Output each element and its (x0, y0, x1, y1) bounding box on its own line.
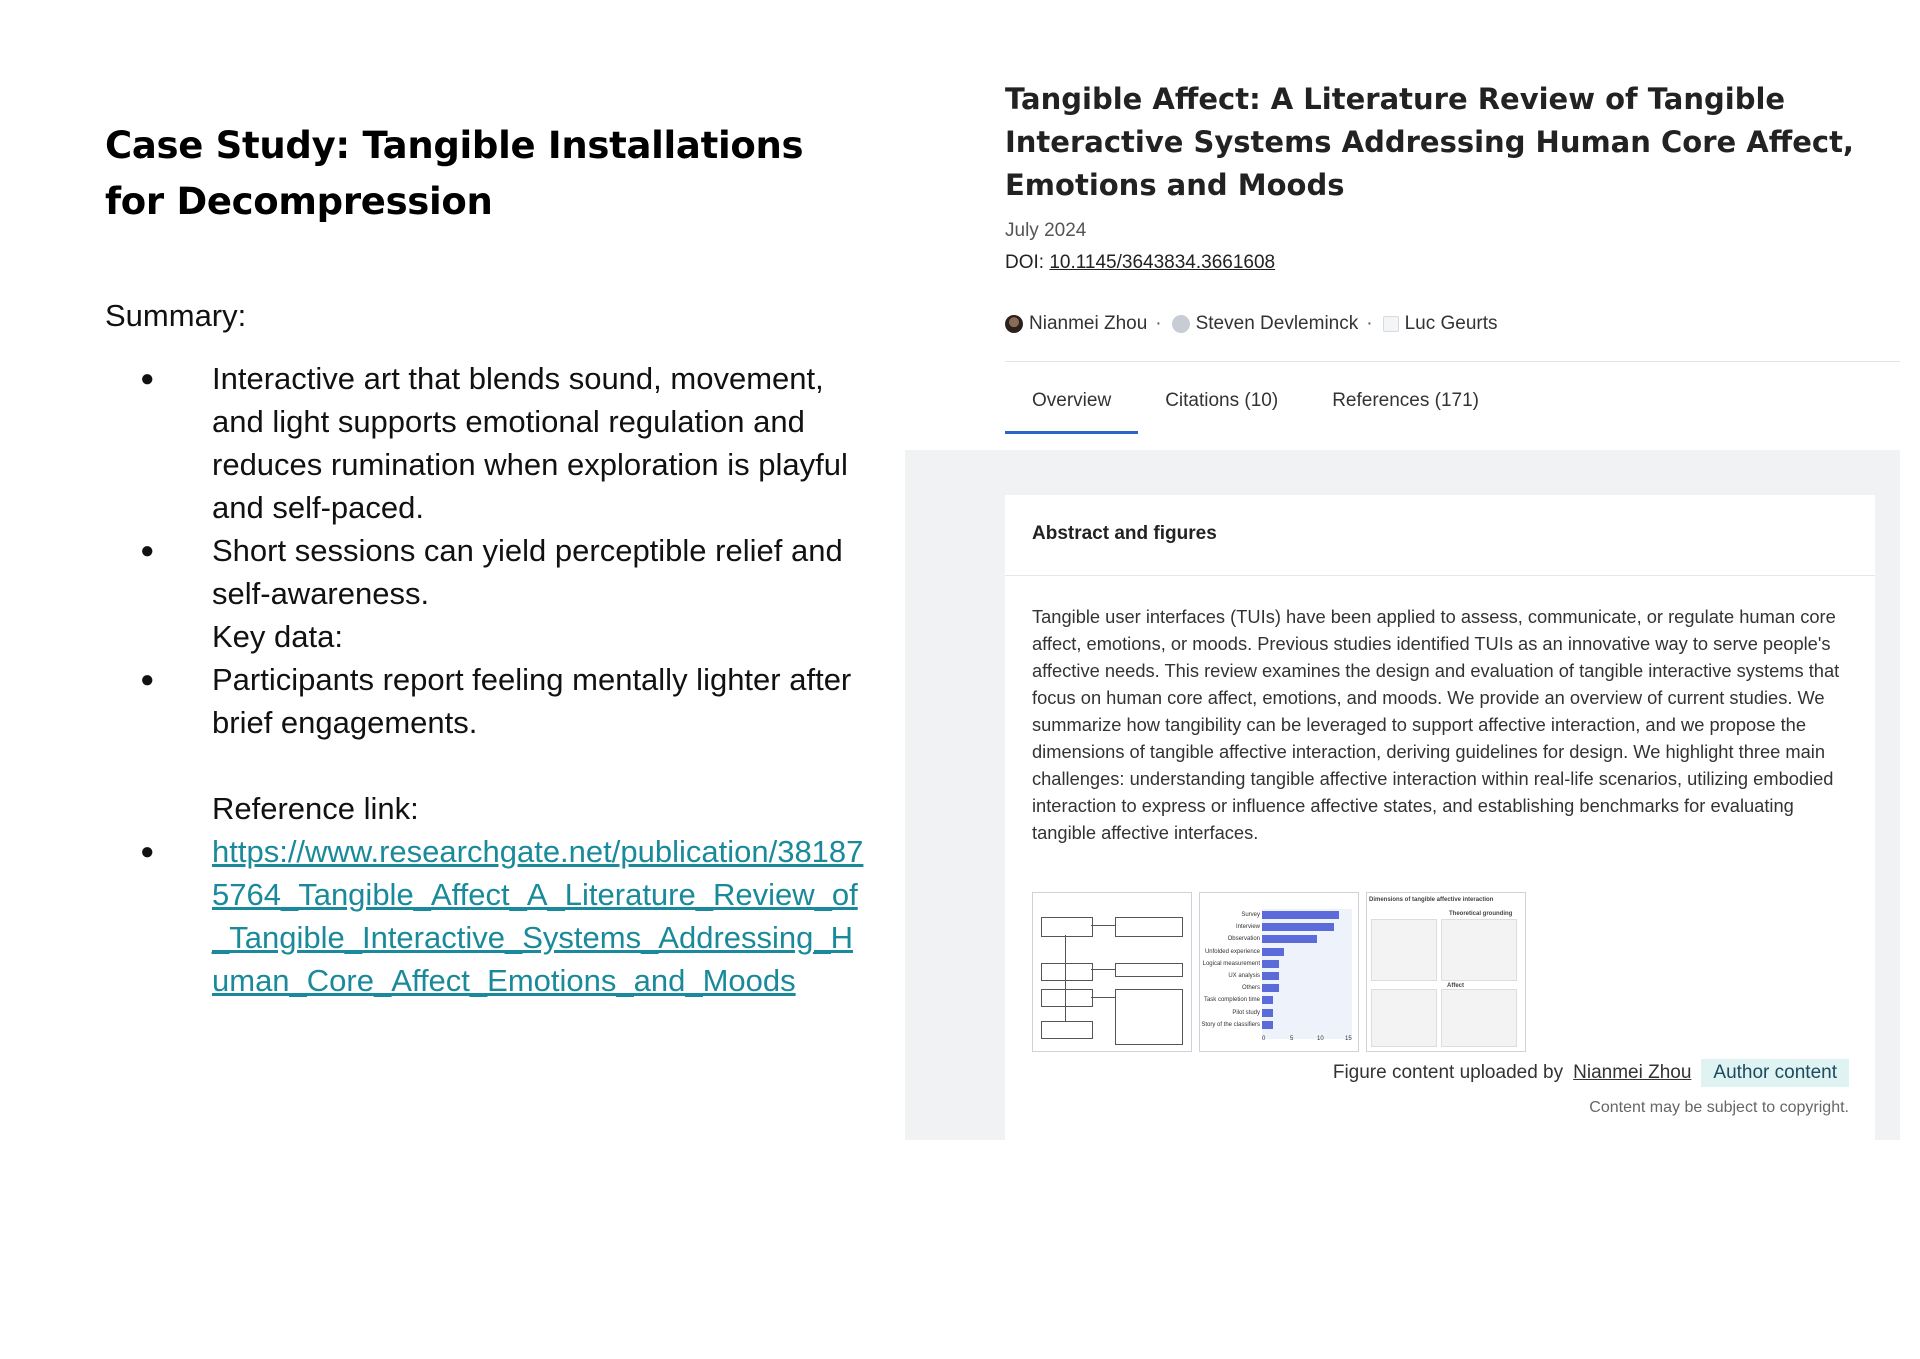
reference-list (105, 830, 865, 1002)
author-link[interactable]: Nianmei Zhou (1029, 313, 1148, 334)
figure-thumbnail-flowchart[interactable] (1032, 892, 1192, 1052)
list-item: ● Interactive art that blends sound, movement, and light supports emotional regulation and reduces rumination when exploration is playful and self-paced. (105, 357, 865, 529)
abstract-card (1005, 495, 1875, 1140)
publication-doi: DOI: 10.1145/3643834.3661608 (1005, 252, 1276, 273)
card-header (1005, 495, 1875, 576)
tab-overview[interactable]: Overview (1005, 370, 1138, 432)
chart-bar-label: Logical measurement (1202, 960, 1260, 967)
figure-thumbnails (1032, 892, 1526, 1052)
chart-bar-label: Task completion time (1203, 997, 1260, 1004)
chart-bar (1262, 1009, 1273, 1017)
bullet-icon: ● (140, 666, 155, 693)
chart-bar (1262, 1021, 1273, 1029)
figure-thumbnail-dimensions[interactable]: Dimensions of tangible affective interaction Theoretical grounding Affect (1366, 892, 1526, 1052)
summary-label: Summary: (105, 298, 247, 333)
document-title: Case Study: Tangible Installations for Decompression (105, 124, 804, 223)
bullet-icon: ● (140, 838, 155, 865)
author-link[interactable]: Steven Devleminck (1195, 313, 1359, 334)
summary-list (105, 357, 865, 615)
doi-link[interactable]: 10.1145/3643834.3661608 (1049, 252, 1276, 273)
tab-bar (1005, 370, 1506, 432)
tab-citations[interactable]: Citations (10) (1165, 390, 1279, 411)
uploader-link[interactable]: Nianmei Zhou (1573, 1062, 1692, 1083)
document-column (105, 118, 865, 1002)
key-data-list (105, 658, 865, 744)
chart-bar-label: Unfolded experience (1204, 948, 1260, 955)
publication-title: Tangible Affect: A Literature Review of Tangible Interactive Systems Addressing Human Core Affect, Emotions and Moods (1005, 82, 1854, 202)
publication-date: July 2024 (1005, 220, 1087, 241)
author-link[interactable]: Luc Geurts (1404, 313, 1498, 334)
bullet-icon: ● (140, 365, 155, 392)
avatar (1172, 315, 1190, 333)
divider (1005, 361, 1900, 362)
chart-bar (1262, 972, 1279, 980)
chart-bar (1262, 935, 1317, 943)
list-item: ● Short sessions can yield perceptible relief and self-awareness. (105, 529, 865, 615)
chart-bar (1262, 911, 1339, 919)
chart-bar-label: Survey (1241, 912, 1260, 918)
chart-bar-label: Others (1241, 985, 1260, 992)
chart-bar (1262, 984, 1279, 992)
tab-references[interactable]: References (171) (1332, 390, 1479, 411)
figure-thumbnail-bar-chart[interactable]: Survey Interview Observation Unfolded experience Logical measurement UX analysis Others Task completion time Pilot study Story of the classifiers 0 5 10 15 (1199, 892, 1359, 1052)
chart-bar (1262, 923, 1334, 931)
chart-bar-label: Interview (1235, 924, 1260, 931)
reference-link[interactable]: https://www.researchgate.net/publication/381875764_Tangible_Affect_A_Literature_Review_of_Tangible_Interactive_Systems_Addressing_Human_Core_Affect_Emotions_and_Moods (212, 834, 864, 998)
author-list: Nianmei Zhou · Steven Devleminck · Luc Geurts (1005, 313, 1498, 335)
chart-bar (1262, 948, 1284, 956)
section-title: Abstract and figures (1032, 523, 1217, 544)
chart-bar (1262, 960, 1279, 968)
abstract-text: Tangible user interfaces (TUIs) have been applied to assess, communicate, or regulate human core affect, emotions, or moods. Previous studies identified TUIs as an innovative way to serve people's affective needs. This review examines the design and evaluation of tangible interactive systems that focus on human core affect, emotions, and moods. We provide an overview of current studies. We summarize how tangibility can be leveraged to support affective interaction, and we propose the dimensions of tangible affective interaction, deriving guidelines for design. We highlight three main challenges: understanding tangible affective interaction within real-life scenarios, utilizing embodied interaction to express or influence affective states, and establishing benchmarks for evaluating tangible affective interfaces. (1032, 606, 1840, 843)
chart-bar (1262, 996, 1273, 1004)
publication-panel (905, 70, 1900, 1140)
list-item (105, 830, 865, 1002)
list-item: ● Participants report feeling mentally lighter after brief engagements. (105, 658, 865, 744)
chart-bar-label: Pilot study (1232, 1009, 1260, 1016)
avatar (1005, 315, 1023, 333)
avatar-placeholder-icon (1383, 316, 1399, 332)
chart-bar-label: UX analysis (1228, 973, 1260, 979)
key-data-label: Key data: (212, 619, 343, 654)
chart-bar-label: Observation (1227, 936, 1260, 943)
bullet-icon: ● (140, 537, 155, 564)
figure-credit: Figure content uploaded by Nianmei Zhou Author content (1333, 1059, 1849, 1087)
copyright-note: Content may be subject to copyright. (1589, 1099, 1849, 1116)
author-content-badge: Author content (1701, 1059, 1849, 1087)
chart-bar-label: Story of the classifiers (1201, 1021, 1260, 1028)
reference-label: Reference link: (212, 791, 419, 826)
